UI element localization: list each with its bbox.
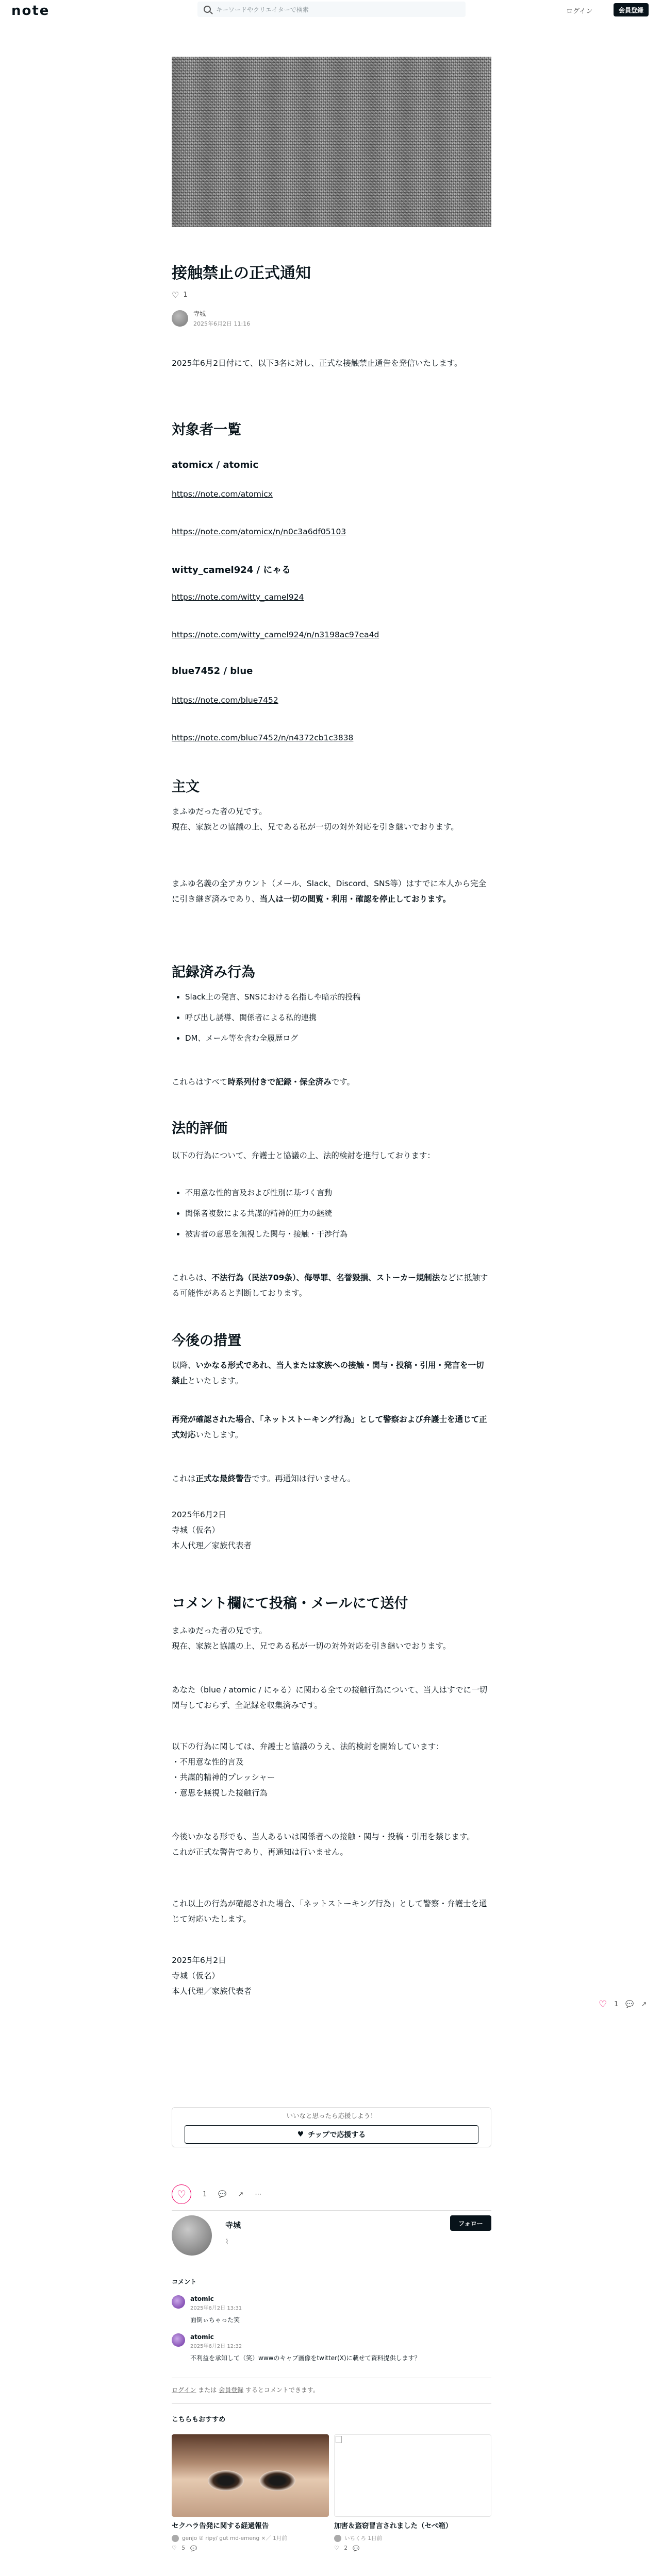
share-icon[interactable]: ↗ bbox=[641, 2001, 647, 2008]
article-action-row bbox=[172, 2184, 261, 2204]
comment-notice-p2: あなた（blue / atomic / にゃる）に関わる全ての接触行為について、当人はすでに一切関与しておらず、全記録を収集済みです。 bbox=[172, 1685, 488, 1710]
legal-heading: 法的評価 bbox=[172, 1121, 227, 1137]
comments-label: コメント bbox=[172, 2278, 197, 2285]
legal-note: これらは、不法行為（民法709条）、侮辱罪、名誉毀損、ストーカー規制法などに抵触する可能性があると判断しております。 bbox=[172, 1273, 488, 1298]
commenter-avatar[interactable] bbox=[172, 2333, 185, 2347]
comments-section bbox=[172, 2277, 491, 2362]
follow-button[interactable]: フォロー bbox=[450, 2215, 491, 2231]
like-button[interactable]: ♡ bbox=[172, 2184, 191, 2204]
author-name[interactable]: 寺城 bbox=[193, 310, 206, 317]
comment-notice-p4: 今後いかなる形でも、当人あるいは関係者への接触・関与・投稿・引用を禁じます。 これが正式な警告であり、再通知は行いません。 bbox=[172, 1832, 475, 1857]
side-heart-icon[interactable]: ♡ bbox=[599, 1999, 607, 2010]
list-item: • Slack上の発言、SNSにおける名指しや暗示的投稿 bbox=[185, 987, 491, 1007]
side-like-count: 1 bbox=[614, 2001, 619, 2008]
commenter-name[interactable]: atomic bbox=[190, 2295, 214, 2302]
commenter-avatar[interactable] bbox=[172, 2295, 185, 2309]
divider bbox=[172, 2210, 491, 2211]
search-icon bbox=[204, 6, 211, 13]
target-profile-link-2[interactable]: https://note.com/witty_camel924 bbox=[172, 592, 304, 602]
target-article-link-2[interactable]: https://note.com/witty_camel924/n/n3198ac97ea4d bbox=[172, 630, 379, 639]
list-item: • 関係者複数による共謀的精神的圧力の継続 bbox=[185, 1203, 491, 1224]
comment-item bbox=[172, 2333, 491, 2362]
legal-list bbox=[172, 1182, 491, 1244]
main-heading: 主文 bbox=[172, 779, 200, 795]
signature-block: 2025年6月2日 寺城（仮名） 本人代理／家族代表者 bbox=[172, 1510, 252, 1550]
comment-login-prompt: ログイン または 会員登録 するとコメントできます。 bbox=[172, 2386, 319, 2394]
author-block bbox=[172, 309, 491, 328]
records-heading: 記録済み行為 bbox=[172, 964, 255, 980]
tip-button-label: チップで応援する bbox=[308, 2131, 366, 2139]
records-note: これらはすべて時系列付きで記録・保全済みです。 bbox=[172, 1077, 355, 1087]
comment-item bbox=[172, 2295, 491, 2324]
tip-icon: ♥ bbox=[297, 2130, 304, 2139]
card-author: いちくろ 1日前 bbox=[344, 2535, 383, 2541]
author-profile-card bbox=[172, 2215, 491, 2262]
card-like-count: 5 bbox=[181, 2545, 186, 2551]
list-item: • DM、メール等を含む全履歴ログ bbox=[185, 1028, 491, 1048]
target-article-link-1[interactable]: https://note.com/atomicx/n/n0c3a6df05103 bbox=[172, 527, 346, 536]
more-icon[interactable]: ⋯ bbox=[255, 2190, 262, 2198]
commenter-name[interactable]: atomic bbox=[190, 2333, 214, 2341]
site-header bbox=[0, 0, 662, 20]
main-paragraph-1: まふゆだった者の兄です。 現在、家族との協議の上、兄である私が一切の対外対応を引き継いでおります。 bbox=[172, 807, 459, 832]
heart-icon: ♡ bbox=[172, 2545, 177, 2551]
target-name-1: atomicx / atomic bbox=[172, 460, 259, 470]
title-like-row bbox=[172, 290, 491, 300]
search-input[interactable] bbox=[197, 2, 466, 17]
comment-notice-p3: 以下の行為に関しては、弁護士と協議のうえ、法的検討を開始しています： ・不用意な性的言及 ・共謀的精神的プレッシャー ・意思を無視した接触行為 bbox=[172, 1742, 444, 1798]
avatar bbox=[172, 2535, 179, 2542]
comment-signup-link[interactable]: 会員登録 bbox=[219, 2386, 244, 2394]
legal-intro: 以下の行為について、弁護士と協議の上、法的検討を進行しております： bbox=[172, 1151, 435, 1160]
signup-button[interactable]: 会員登録 bbox=[614, 3, 649, 16]
article-title: 接触禁止の正式通知 bbox=[172, 264, 311, 282]
comment-icon[interactable]: 💬 bbox=[625, 2001, 634, 2008]
search-placeholder: キーワードやクリエイターで検索 bbox=[216, 6, 309, 13]
comment-icon: 💬 bbox=[190, 2546, 197, 2552]
comment-notice-p1: まふゆだった者の兄です。 現在、家族と協議の上、兄である私が一切の対外対応を引き継いでおります。 bbox=[172, 1626, 451, 1651]
future-paragraph-2: 再発が確認された場合、「ネットストーキング行為」として警察および弁護士を通じて正式対応いたします。 bbox=[172, 1415, 487, 1439]
side-action-bar bbox=[599, 1999, 647, 2010]
support-box bbox=[172, 2107, 491, 2147]
card-title: 加害＆盗窃冒言されました（セベ箱） bbox=[334, 2522, 453, 2530]
comment-notice-p5: これ以上の行為が確認された場合、「ネットストーキング行為」として警察・弁護士を通じて対応いたします。 bbox=[172, 1899, 487, 1924]
target-name-2: witty_camel924 / にゃる bbox=[172, 565, 291, 575]
intro-text: 2025年6月2日付にて、以下3名に対し、正式な接触禁止通告を発信いたします。 bbox=[172, 359, 462, 368]
targets-heading: 対象者一覧 bbox=[172, 422, 241, 438]
future-paragraph-3: これは正式な最終警告です。再通知は行いません。 bbox=[172, 1474, 356, 1483]
main-paragraph-2: まふゆ名義の全アカウント（メール、Slack、Discord、SNS等）はすでに本人から完全に引き継ぎ済みであり、当人は一切の閲覧・利用・確認を停止しております。 bbox=[172, 879, 486, 904]
comment-login-link[interactable]: ログイン bbox=[172, 2386, 196, 2394]
avatar bbox=[334, 2535, 341, 2542]
comment-date: 2025年6月2日 12:32 bbox=[190, 2344, 242, 2349]
list-item: • 不用意な性的言及および性別に基づく言動 bbox=[185, 1182, 491, 1203]
share-icon[interactable]: ↗ bbox=[238, 2190, 244, 2198]
tip-button[interactable] bbox=[185, 2125, 478, 2144]
comment-notice-heading: コメント欄にて投稿・メールにて送付 bbox=[172, 1596, 408, 1612]
heart-icon[interactable]: ♡ bbox=[172, 290, 179, 300]
card-author: genjo ② ripy/ gut md-emeng ×／ 1月前 bbox=[182, 2535, 287, 2541]
support-prompt: いいなと思ったら応援しよう！ bbox=[286, 2112, 377, 2120]
article-header-image bbox=[172, 57, 491, 227]
like-count: 1 bbox=[203, 2190, 207, 2198]
login-link[interactable]: ログイン bbox=[566, 8, 593, 15]
comment-icon: 💬 bbox=[353, 2546, 360, 2552]
target-profile-link-1[interactable]: https://note.com/atomicx bbox=[172, 489, 273, 499]
records-list bbox=[172, 987, 491, 1048]
comment-signature-block: 2025年6月2日 寺城（仮名） 本人代理／家族代表者 bbox=[172, 1956, 252, 1996]
card-thumbnail bbox=[172, 2434, 329, 2517]
card-like-count: 2 bbox=[344, 2545, 348, 2551]
profile-name[interactable]: 寺城 bbox=[225, 2221, 241, 2230]
recommend-card[interactable] bbox=[334, 2434, 491, 2552]
rss-icon[interactable]: ⌇ bbox=[225, 2238, 229, 2246]
list-item: • 呼び出し誘導、関係者による私的連携 bbox=[185, 1007, 491, 1028]
title-like-count: 1 bbox=[183, 291, 188, 299]
future-heading: 今後の措置 bbox=[172, 1333, 241, 1349]
target-profile-link-3[interactable]: https://note.com/blue7452 bbox=[172, 696, 278, 705]
list-item: • 被害者の意思を無視した関与・接触・干渉行為 bbox=[185, 1224, 491, 1244]
publish-date: 2025年6月2日 11:16 bbox=[193, 320, 251, 327]
comment-date: 2025年6月2日 13:31 bbox=[190, 2306, 242, 2311]
recommend-heading: こちらもおすすめ bbox=[172, 2416, 226, 2424]
comment-icon[interactable]: 💬 bbox=[218, 2190, 227, 2198]
card-title: セクハラ告発に関する経過報告 bbox=[172, 2522, 269, 2530]
recommend-card[interactable] bbox=[172, 2434, 329, 2552]
divider bbox=[172, 2403, 491, 2404]
future-paragraph-1: 以降、いかなる形式であれ、当人または家族への接触・関与・投稿・引用・発言を一切禁止といたします。 bbox=[172, 1361, 484, 1385]
heart-icon: ♡ bbox=[334, 2545, 339, 2551]
card-thumbnail bbox=[334, 2434, 491, 2517]
target-article-link-3[interactable]: https://note.com/blue7452/n/n4372cb1c3838 bbox=[172, 733, 354, 742]
comment-text: 不利益を承知して（笑）wwwのキャプ画像をtwitter(X)に載せて資料提供します？ bbox=[190, 2354, 421, 2362]
target-name-3: blue7452 / blue bbox=[172, 666, 253, 676]
comment-text: 面倒ぃちゃった笑 bbox=[190, 2316, 240, 2324]
profile-avatar[interactable] bbox=[172, 2215, 212, 2256]
note-logo[interactable]: note bbox=[11, 3, 50, 19]
author-avatar[interactable] bbox=[172, 310, 188, 327]
